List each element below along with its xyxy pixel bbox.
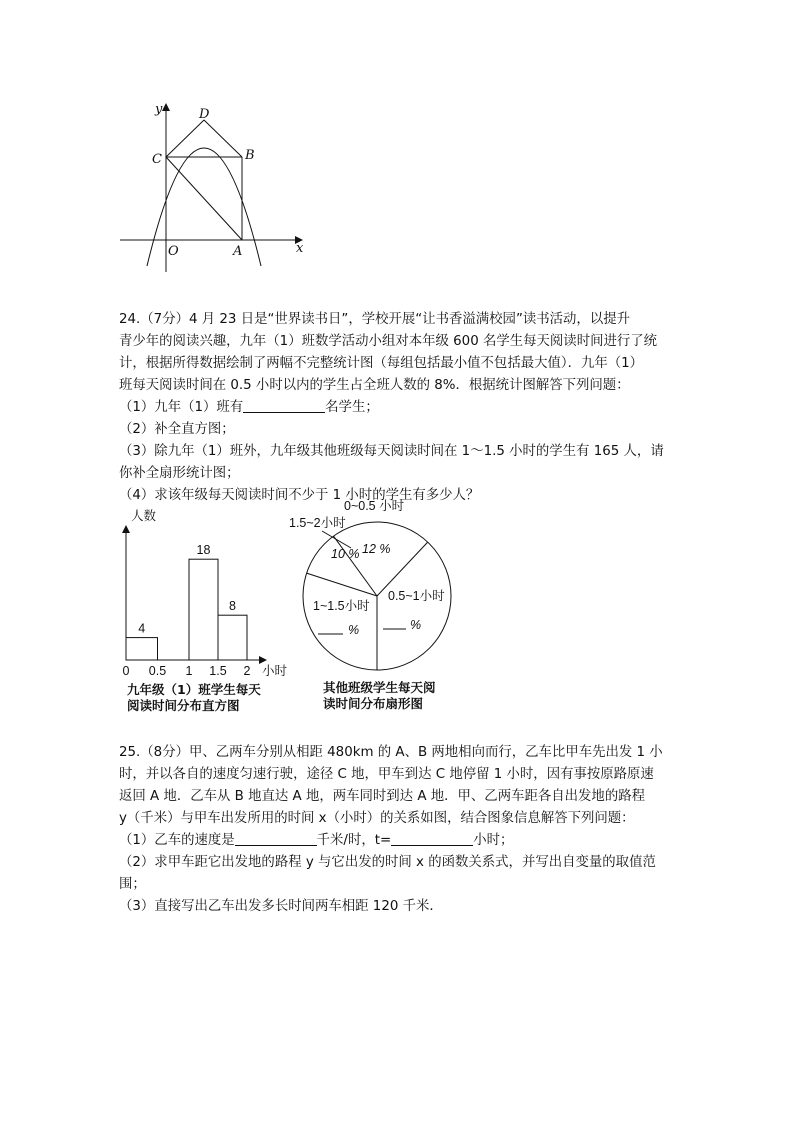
pie-percent: % bbox=[348, 623, 360, 637]
pie-radius bbox=[307, 573, 377, 596]
q24-sub3-a: （3）除九年（1）班外，九年级其他班级每天阅读时间在 1～1.5 小时的学生有 165 人，请 bbox=[119, 444, 664, 459]
histogram-chart bbox=[110, 505, 300, 720]
pie-label: 0~0.5 小时 bbox=[344, 499, 405, 513]
y-axis-label: y bbox=[155, 102, 163, 117]
q24-sub1 bbox=[119, 397, 379, 419]
q25-line-3: 返回 A 地．乙车从 B 地直达 A 地，两车同时到达 A 地．甲、乙两车距各自出发地的路程 bbox=[119, 789, 645, 804]
speed-blank[interactable] bbox=[235, 831, 317, 846]
segment-DB bbox=[204, 120, 242, 157]
hist-y-arrow bbox=[122, 525, 130, 533]
q25-line-2: 时，并以各自的速度匀速行驶，途径 C 地，甲车到达 C 地停留 1 小时，因有事按原路原速 bbox=[119, 767, 654, 782]
hist-tick-label: 2 bbox=[243, 664, 251, 678]
q25-sub1-b: 千米/时，t= bbox=[316, 833, 392, 848]
q25-line-4: y（千米）与甲车出发所用的时间 x（小时）的关系如图，结合图象信息解答下列问题： bbox=[119, 811, 635, 826]
q24-sub1-before: （1）九年（1）班有 bbox=[119, 400, 244, 415]
q24-sub1-after: 名学生； bbox=[325, 400, 379, 415]
origin-label: O bbox=[168, 244, 179, 259]
q25-sub1 bbox=[119, 830, 513, 852]
q24-line-2: 青少年的阅读兴趣，九年（1）班数学活动小组对本年级 600 名学生每天阅读时间进行了统 bbox=[119, 334, 658, 349]
q24-sub3-b: 你补全扇形统计图； bbox=[119, 466, 240, 481]
pie-percent: 10 % bbox=[331, 547, 360, 561]
hist-xlabel: 小时 bbox=[262, 664, 288, 678]
q25-sub1-a: （1）乙车的速度是 bbox=[119, 833, 235, 848]
pie-label: 0.5~1小时 bbox=[388, 589, 445, 603]
point-A-label: A bbox=[233, 244, 243, 259]
segment-CD bbox=[166, 120, 204, 157]
q24-sub2: （2）补全直方图； bbox=[119, 422, 235, 437]
hist-bar bbox=[189, 559, 218, 660]
pie-caption: 其他班级学生每天阅 bbox=[323, 680, 436, 695]
y-axis-arrow bbox=[162, 103, 170, 111]
answer-blank[interactable] bbox=[243, 398, 325, 413]
hist-bar-value: 8 bbox=[229, 599, 236, 614]
q25-sub2-a: （2）求甲车距它出发地的路程 y 与它出发的时间 x 的函数关系式，并写出自变量的取值范 bbox=[119, 855, 656, 870]
q24-line-3: 计，根据所得数据绘制了两幅不完整统计图（每组包括最小值不包括最大值）．九年（1） bbox=[119, 356, 644, 371]
hist-x-arrow bbox=[259, 656, 267, 664]
pie-label: 1~1.5小时 bbox=[313, 599, 370, 613]
t-blank[interactable] bbox=[391, 831, 473, 846]
segment-CA bbox=[166, 157, 242, 240]
q24-line-1: 24.（7分）4 月 23 日是“世界读书日”，学校开展“让书香溢满校园”读书活动，以提升 bbox=[119, 312, 630, 327]
hist-tick-label: 0 bbox=[122, 664, 130, 678]
hist-tick-label: 1.5 bbox=[209, 664, 227, 678]
q25-line-1: 25.（8分）甲、乙两车分别从相距 480km 的 A、B 两地相向而行，乙车比甲车先出发 1 小 bbox=[119, 745, 663, 760]
hist-bar-value: 4 bbox=[138, 621, 146, 636]
x-axis-label: x bbox=[296, 241, 304, 256]
hist-bar bbox=[218, 615, 247, 660]
pie-chart bbox=[285, 495, 475, 720]
hist-tick-label: 0.5 bbox=[148, 664, 167, 678]
pie-label: 1.5~2小时 bbox=[289, 516, 346, 530]
hist-bar bbox=[126, 638, 158, 660]
hist-tick-label: 1 bbox=[185, 664, 193, 678]
hist-bar-value: 18 bbox=[196, 543, 211, 558]
point-D-label: D bbox=[199, 107, 210, 122]
hist-caption: 阅读时间分布直方图 bbox=[127, 698, 240, 713]
hist-ylabel: 人数 bbox=[131, 509, 157, 523]
hist-caption: 九年级（1）班学生每天 bbox=[127, 682, 261, 697]
q25-sub3: （3）直接写出乙车出发多长时间两车相距 120 千米． bbox=[119, 899, 443, 914]
q24-sub4: （4）求该年级每天阅读时间不少于 1 小时的学生有多少人？ bbox=[119, 488, 480, 503]
q25-sub1-c: 小时； bbox=[473, 833, 514, 848]
pie-percent: 12 % bbox=[362, 542, 391, 556]
q24-line-4: 班每天阅读时间在 0.5 小时以内的学生占全班人数的 8%．根据统计图解答下列问题： bbox=[119, 378, 630, 393]
point-B-label: B bbox=[245, 148, 255, 163]
parabola-figure bbox=[110, 95, 310, 280]
pie-caption: 读时间分布扇形图 bbox=[323, 696, 424, 711]
pie-percent: % bbox=[410, 618, 422, 632]
parabola-curve bbox=[147, 148, 261, 266]
q25-sub2-b: 围； bbox=[119, 877, 146, 892]
point-C-label: C bbox=[152, 152, 162, 167]
